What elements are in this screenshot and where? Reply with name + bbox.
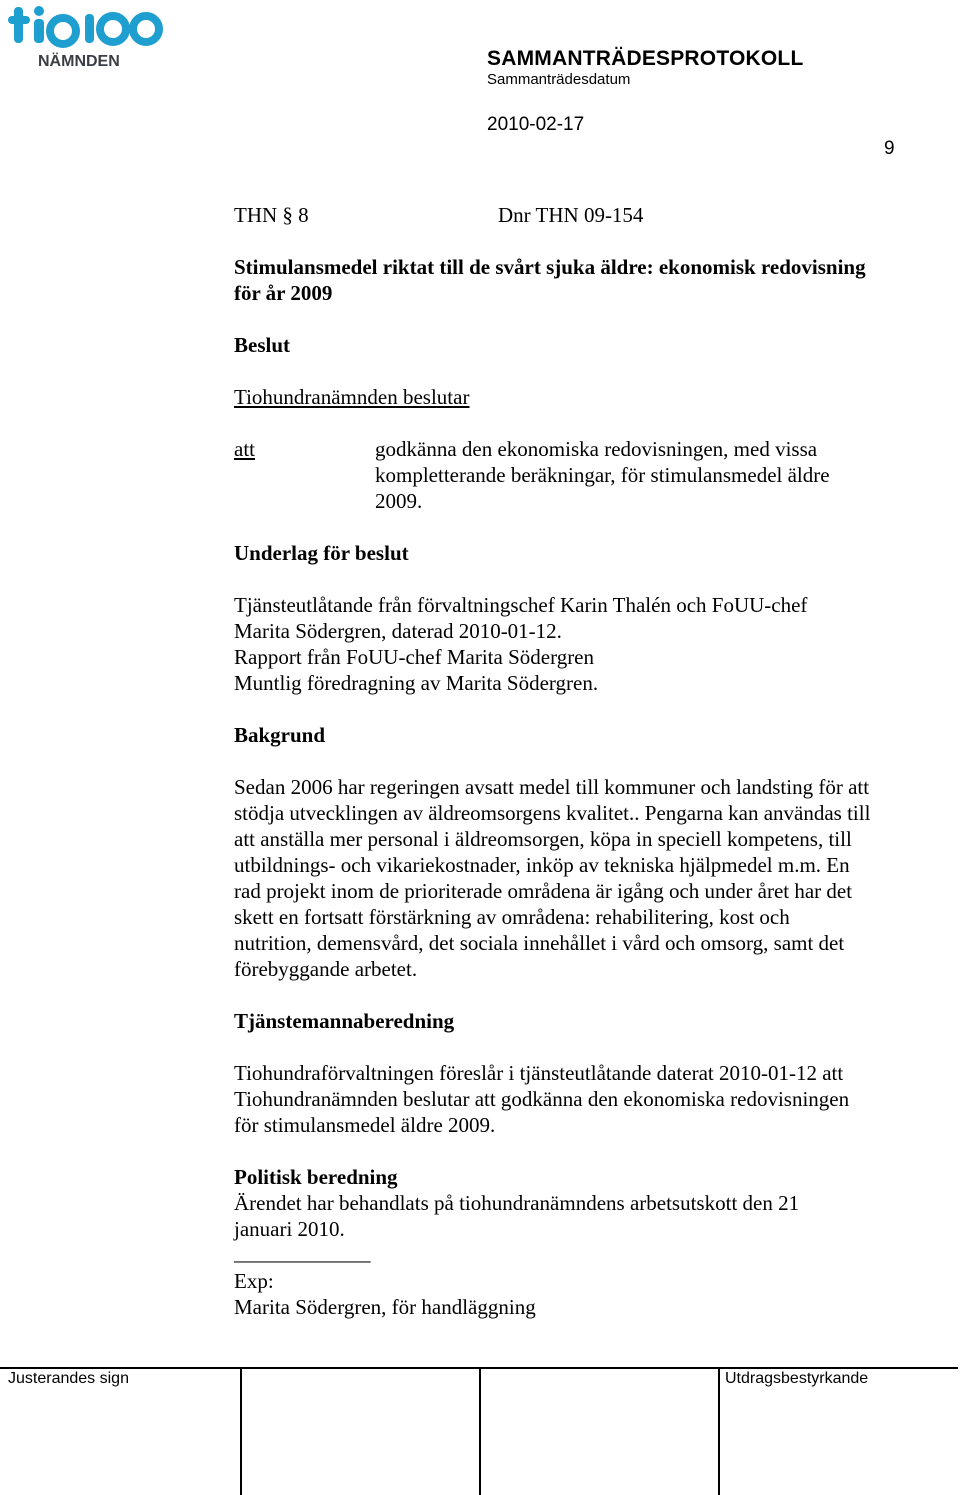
politisk-line: Ärendet har behandlats på tiohundranämndens arbetsutskott den 21 — [234, 1191, 800, 1215]
tjanstemannaberedning-line: Tiohundranämnden beslutar att godkänna den ekonomiska redovisningen — [234, 1087, 850, 1111]
bakgrund-line: att anställa mer personal i äldreomsorgen, köpa in speciell kompetens, till — [234, 827, 852, 851]
case-title-line-1: Stimulansmedel riktat till de svårt sjuka äldre: ekonomisk redovisning — [234, 255, 866, 279]
att-label: att — [234, 437, 255, 461]
bakgrund-line: förebyggande arbetet. — [234, 957, 418, 981]
logo-subtext: NÄMNDEN — [38, 53, 120, 70]
att-text-line-2: kompletterande beräkningar, för stimulansmedel äldre — [375, 463, 830, 487]
bakgrund-line: rad projekt inom de prioriterade områdena är igång och under året har det — [234, 879, 853, 903]
underlag-line: Tjänsteutlåtande från förvaltningschef Karin Thalén och FoUU-chef — [234, 593, 808, 617]
signature-box-divider — [718, 1368, 720, 1495]
att-text-line-3: 2009. — [375, 489, 423, 513]
underlag-line: Muntlig föredragning av Marita Södergren. — [234, 671, 599, 695]
signature-box-divider — [479, 1368, 481, 1495]
underlag-heading: Underlag för beslut — [234, 541, 409, 565]
case-title-line-2: för år 2009 — [234, 281, 333, 305]
exp-rule: _____________ — [234, 1241, 371, 1265]
tjanstemannaberedning-line: för stimulansmedel äldre 2009. — [234, 1113, 496, 1137]
bakgrund-heading: Bakgrund — [234, 723, 326, 747]
politisk-line: januari 2010. — [234, 1217, 345, 1241]
page-number: 9 — [884, 138, 895, 159]
tjanstemannaberedning-line: Tiohundraförvaltningen föreslår i tjänsteutlåtande daterat 2010-01-12 att — [234, 1061, 844, 1085]
tjanstemannaberedning-heading: Tjänstemannaberedning — [234, 1009, 455, 1033]
document-title: SAMMANTRÄDESPROTOKOLL — [487, 47, 804, 70]
bakgrund-line: skett en fortsatt förstärkning av områdena: rehabilitering, kost och — [234, 905, 790, 929]
utdragsbestyrkande-label: Utdragsbestyrkande — [725, 1370, 869, 1387]
justerandes-sign-label: Justerandes sign — [8, 1370, 129, 1387]
meeting-date: 2010-02-17 — [487, 114, 585, 135]
exp-recipient: Marita Södergren, för handläggning — [234, 1295, 536, 1319]
politisk-heading: Politisk beredning — [234, 1165, 398, 1189]
bakgrund-line: nutrition, demensvård, det sociala innehållet i vård och omsorg, samt det — [234, 931, 845, 955]
case-id: THN § 8 — [234, 203, 309, 227]
underlag-line: Rapport från FoUU-chef Marita Södergren — [234, 645, 595, 669]
att-text-line-1: godkänna den ekonomiska redovisningen, med vissa — [375, 437, 818, 461]
tio100-logo — [8, 2, 168, 72]
decision-heading: Beslut — [234, 333, 291, 357]
underlag-line: Marita Södergren, daterad 2010-01-12. — [234, 619, 562, 643]
decision-subheading: Tiohundranämnden beslutar — [234, 385, 470, 409]
case-dnr: Dnr THN 09-154 — [498, 203, 644, 227]
bakgrund-line: Sedan 2006 har regeringen avsatt medel till kommuner och landsting för att — [234, 775, 870, 799]
signature-box-divider — [240, 1368, 242, 1495]
bakgrund-line: utbildnings- och vikariekostnader, inköp av tekniska hjälpmedel m.m. En — [234, 853, 850, 877]
bakgrund-line: stödja utvecklingen av äldreomsorgens kvalitet.. Pengarna kan användas till — [234, 801, 871, 825]
exp-label: Exp: — [234, 1269, 274, 1293]
meeting-date-label: Sammanträdesdatum — [487, 71, 631, 88]
